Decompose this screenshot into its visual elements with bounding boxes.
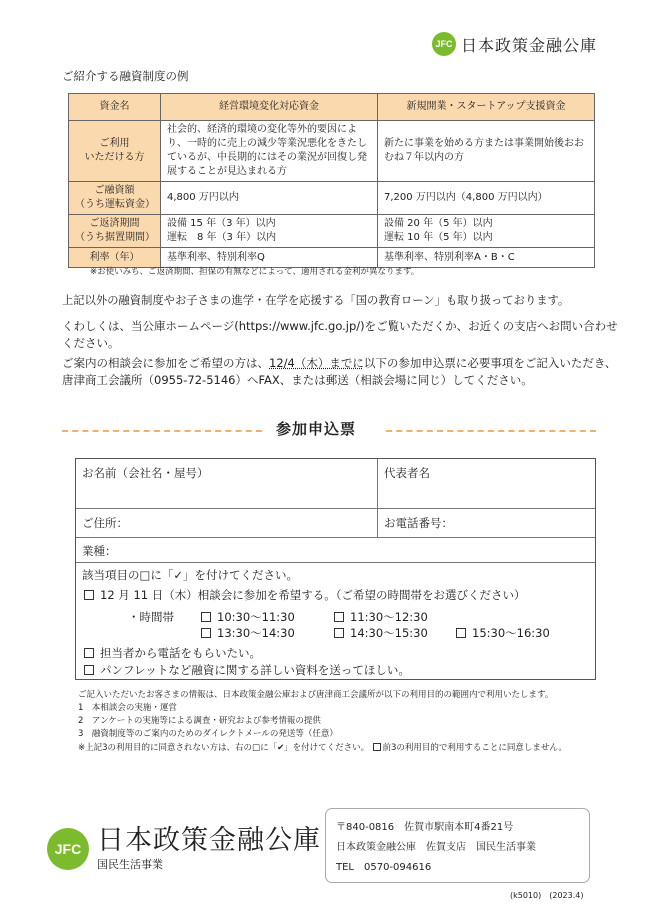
- time-slot[interactable]: 15:30～16:30: [456, 625, 550, 641]
- row-label: ご利用 いただける方: [69, 121, 161, 182]
- time-slot[interactable]: 14:30～15:30: [334, 625, 428, 641]
- time-slot[interactable]: 10:30～11:30: [201, 609, 295, 625]
- representative-field[interactable]: 代表者名: [384, 466, 430, 480]
- table-row: [69, 121, 595, 182]
- deadline: 12/4（木）までに: [269, 356, 364, 370]
- industry-field[interactable]: 業種：: [82, 544, 117, 558]
- jfc-logo-mark: JFC: [432, 32, 456, 56]
- consult-option[interactable]: 12 月 11 日（木）相談会に参加を希望する。（ご希望の時間帯をお選びください）: [84, 587, 525, 603]
- loan-table: [68, 93, 595, 268]
- table-row: [69, 182, 595, 215]
- table-row: [69, 248, 595, 268]
- paragraph-apply: ご案内の相談会に参加をご希望の方は、12/4（木）までに以下の参加申込票に必要事項をご記入いただき、唐津商工会議所（0955-72-5146）へFAX、または郵送（相談会場に同じ）してください。: [62, 356, 617, 387]
- optout-checkbox[interactable]: [373, 743, 381, 751]
- application-form: [75, 458, 596, 680]
- call-option[interactable]: 担当者から電話をもらいたい。: [84, 645, 261, 661]
- pamphlet-option[interactable]: パンフレットなど融資に関する詳しい資料を送ってほしい。: [84, 662, 410, 678]
- document-code: (k5010) (2023.4): [510, 891, 584, 900]
- paragraph-loans: 上記以外の融資制度やお子さまの進学・在学を応援する「国の教育ローン」も取り扱っております。: [62, 294, 570, 307]
- row-label: ご融資額 （うち運転資金）: [69, 182, 161, 215]
- footer-logo: JFC 日本政策金融公庫 国民生活事業: [47, 826, 321, 872]
- cell: 7,200 万円以内（4,800 万円以内）: [378, 182, 595, 215]
- checkbox[interactable]: [84, 590, 94, 600]
- dash-left: [62, 430, 262, 432]
- row-label: ご返済期間 （うち据置期間）: [69, 215, 161, 248]
- privacy-notice: ご記入いただいたお客さまの情報は、日本政策金融公庫および唐津商工会議所が以下の利用目的の範囲内で利用いたします。 1 本相談会の実施・運営 2 アンケートの実施等による調査・研究および参考情報の提供 3 融資制度等のご案内のためのダイレクトメールの発送等（任意） ※上記3の利用目的に同意されない方は、右の□に「✔」を付けてください。 前3の利用目的で利用することに同意しません。: [78, 690, 567, 753]
- form-title: 参加申込票: [276, 420, 357, 438]
- cell: 新たに事業を始める方または事業開始後おおむね７年以内の方: [378, 121, 595, 182]
- phone-field[interactable]: お電話番号：: [384, 516, 453, 530]
- address-box: 〒840-0816 佐賀市駅南本町4番21号 日本政策金融公庫 佐賀支店 国民生活事業 TEL 0570-094616: [325, 808, 590, 883]
- cell: 設備 20 年（5 年）以内 運転 10 年（5 年）以内: [378, 215, 595, 248]
- table-row: [69, 215, 595, 248]
- paragraph-website: くわしくは、当公庫ホームページ(https://www.jfc.go.jp/)をご覧いただくか、お近くの支店へお問い合わせください。: [62, 319, 618, 350]
- header-cell: 経営環境変化対応資金: [161, 94, 378, 121]
- time-slot[interactable]: 11:30～12:30: [334, 609, 428, 625]
- instruction: 該当項目の□に「✓」を付けてください。: [82, 568, 298, 582]
- intro-heading: ご紹介する融資制度の例: [62, 69, 189, 83]
- name-field[interactable]: お名前（会社名・屋号）: [82, 466, 209, 480]
- table-header-row: [69, 94, 595, 121]
- dash-right: [386, 430, 596, 432]
- jfc-logo-mark: JFC: [47, 828, 89, 870]
- address-field[interactable]: ご住所：: [82, 516, 128, 530]
- time-slot[interactable]: 13:30～14:30: [201, 625, 295, 641]
- time-label: ・時間帯: [128, 610, 174, 624]
- logo-text: 日本政策金融公庫: [461, 35, 598, 55]
- row-label: 利率（年）: [69, 248, 161, 268]
- cell: 4,800 万円以内: [161, 182, 378, 215]
- table-footnote: ※お使いみち、ご返済期間、担保の有無などによって、適用される金利が異なります。: [90, 267, 420, 277]
- cell: 社会的、経済的環境の変化等外的要因により、一時的に売上の減少等業況悪化をきたしているが、中長期的にはその業況が回復し発展することが見込まれる方: [161, 121, 378, 182]
- cell: 設備 15 年（3 年）以内 運転 8 年（3 年）以内: [161, 215, 378, 248]
- header-logo: [432, 32, 597, 56]
- header-cell: 資金名: [69, 94, 161, 121]
- cell: 基準利率、特別利率A・B・C: [378, 248, 595, 268]
- cell: 基準利率、特別利率Q: [161, 248, 378, 268]
- header-cell: 新規開業・スタートアップ支援資金: [378, 94, 595, 121]
